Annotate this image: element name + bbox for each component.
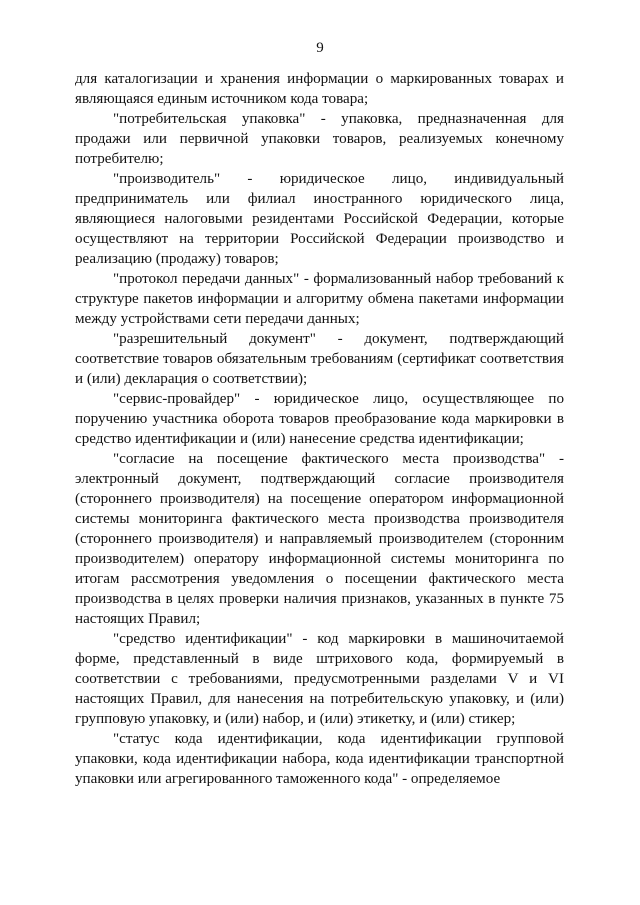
paragraph-continuation: для каталогизации и хранения информации о маркированных товарах и являющаяся единым источником кода товара; bbox=[75, 71, 564, 107]
document-body bbox=[75, 69, 564, 789]
page-number: 9 bbox=[316, 40, 324, 56]
definition-code-status: "статус кода идентификации, кода идентификации групповой упаковки, кода идентификации набора, кода идентификации транспортной упаковки или агрегированного таможенного кода" - определяемое bbox=[75, 731, 564, 787]
definition-manufacturer: "производитель" - юридическое лицо, индивидуальный предприниматель или филиал иностранного юридического лица, являющиеся налоговыми резидентами Российской Федерации, которые осуществляют на территории Российской Федерации производство и реализацию (продажу) товаров; bbox=[75, 171, 564, 267]
definition-identification-means: "средство идентификации" - код маркировки в машиночитаемой форме, представленный в виде штрихового кода, формируемый в соответствии с требованиями, предусмотренными разделами V и VI настоящих Правил, для нанесения на потребительскую упаковку, и (или) групповую упаковку, и (или) набор, и (или) этикетку, и (или) стикер; bbox=[75, 631, 564, 727]
definition-service-provider: "сервис-провайдер" - юридическое лицо, осуществляющее по поручению участника оборота товаров преобразование кода маркировки в средство идентификации и (или) нанесение средства идентификации; bbox=[75, 391, 564, 447]
definition-consumer-packaging: "потребительская упаковка" - упаковка, предназначенная для продажи или первичной упаковки товаров, реализуемых конечному потребителю; bbox=[75, 111, 564, 167]
definition-site-visit-consent: "согласие на посещение фактического места производства" - электронный документ, подтверждающий согласие производителя (стороннего производителя) на посещение оператором информационной системы мониторинга фактического места производства производителя (стороннего производителя) и направляемый производителем (сторонним производителем) оператору информационной системы мониторинга по итогам рассмотрения уведомления о посещении фактического места производства в целях проверки наличия признаков, указанных в пункте 75 настоящих Правил; bbox=[75, 451, 564, 627]
definition-data-protocol: "протокол передачи данных" - формализованный набор требований к структуре пакетов информации и алгоритму обмена пакетами информации между устройствами сети передачи данных; bbox=[75, 271, 564, 327]
definition-permit-document: "разрешительный документ" - документ, подтверждающий соответствие товаров обязательным требованиям (сертификат соответствия и (или) декларация о соответствии); bbox=[75, 331, 564, 387]
